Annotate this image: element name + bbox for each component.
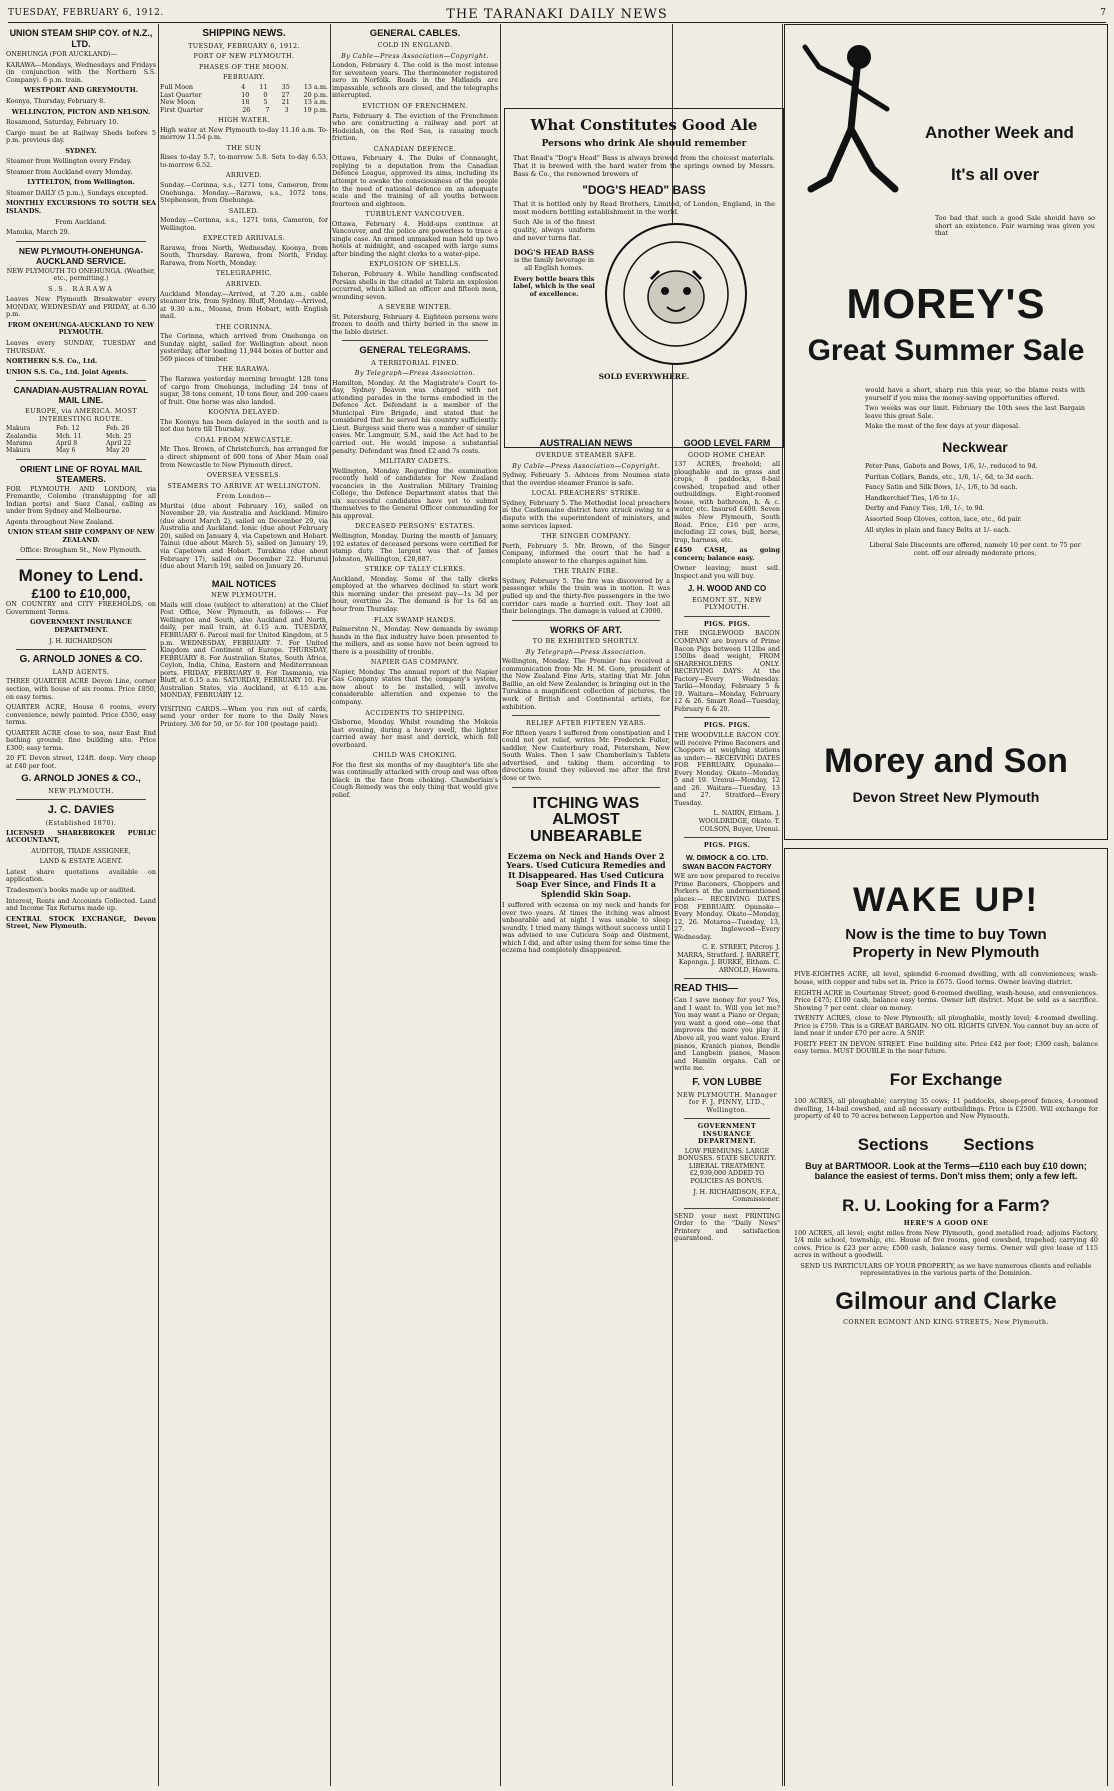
property-listing: THREE QUARTER ACRE Devon Line, corner section, with house of six rooms. Price £850, on easy terms.	[6, 677, 156, 701]
divider	[342, 340, 488, 341]
general-cables-heading: GENERAL CABLES.	[369, 28, 461, 39]
cadets-heading: MILITARY CADETS.	[379, 457, 451, 466]
column-cables	[332, 24, 498, 1786]
coal-text: Mr. Thos. Brown, of Christchurch, has arranged for a direct shipment of 600 tons of Aber Main coal from Newcastle to New Plymouth direct.	[160, 445, 328, 469]
train-fire-text: Sydney, February 5. The fire was discovered by a passenger while the train was in motion. It was pulled up and the thirty-five passengers in the two corridor cars made a hurried exit. They lost all their belongings. The damage is valued at £3000.	[502, 576, 670, 616]
union-line: Cargo must be at Railway Sheds before 5 p.m. previous day.	[6, 128, 156, 145]
strike-heading: STRIKE OF TALLY CLERKS.	[364, 565, 466, 574]
union-line: MONTHLY EXCURSIONS TO SOUTH SEA ISLANDS.	[6, 199, 156, 215]
overseas-sub: STEAMERS TO ARRIVE AT WELLINGTON.	[167, 481, 321, 490]
ale-body-3: Such Ale is of the finest quality, always uniform and never turns flat.	[513, 218, 595, 242]
telegraphic-text: Auckland Monday.—Arrived, at 7.20 a.m., cable steamer Iris, from Sydney. Bluff, Monday.—Arrived, at 9.30 a.m., Moana, from Hobart, with English mail.	[160, 289, 328, 321]
read-this-heading: READ THIS—	[674, 983, 738, 995]
itching-sub: Eczema on Neck and Hands Over 2 Years. Used Cuticura Remedies and It Disappeared. Has Used Cuticura Soap Ever Since, and Finds It a Splendid Skin Soap.	[506, 850, 666, 899]
overseas-text: Muritai (due about February 16), sailed on November 28, via Australia and Auckland. Mimiro (due about March 2), sailed on December 29, via Australia and Auckland. Ionic (due about February 20), sailed on January 4, via Capetown and Hobart. Tainui (due about March 5), sailed on January 19, via Capetown and Hobart. Turakina (due about February 17), sailed on December 22. Hurunui (due about March 19), sailed on January 26.	[160, 501, 328, 571]
singer-heading: THE SINGER COMPANY.	[541, 532, 631, 541]
morey-body-2: Two weeks was our limit. February the 10th sees the last Bargain leave this great Sale.	[865, 404, 1085, 420]
morey-tagline-2: It's all over	[951, 165, 1040, 184]
union-list	[6, 51, 156, 236]
neckwear-item: Handkerchief Ties, 1/6 to 1/-.	[865, 493, 960, 502]
neckwear-item: Assorted Soap Gloves, cotton, lace, etc., 6d pair.	[865, 514, 1022, 523]
farm-question-sub: HERE'S A GOOD ONE	[903, 1218, 989, 1227]
table-cell: 26	[242, 105, 251, 114]
farm-agent: J. H. WOOD AND CO	[687, 584, 767, 594]
morey-address: Devon Street New Plymouth	[852, 789, 1040, 805]
table-cell: 11	[259, 82, 268, 91]
vancouver-text: Ottawa, February 4. Hold-ups continue at Vancouver, and the police are powerless to trace a single case. An armed unmasked man held up two hotels at midnight, and escaped with large sums after binding the night clerks to a water-pipe.	[332, 219, 498, 258]
arrived-heading: ARRIVED.	[225, 171, 263, 180]
money-line: GOVERNMENT INSURANCE DEPARTMENT.	[30, 618, 132, 634]
orient-line: Agents throughout New Zealand.	[6, 517, 114, 526]
davies-line: LICENSED SHAREBROKER PUBLIC ACCOUNTANT,	[6, 828, 156, 845]
byline: By Cable—Press Association—Copyright.	[341, 51, 489, 60]
woodville-bacon-text: THE WOODVILLE BACON COY. will receive Prime Baconers and Choppers at weighing stations as under:— RECEIVING DATES FOR FEBRUARY. Opunake—Every Monday. Okato—Monday, 5 and 19. Urenui—Monday, 12 and 26. Waitara—Tuesday, 13 and 27. Stratford—Every Tuesday.	[674, 731, 780, 807]
table-cell: 20 p.m.	[303, 90, 328, 99]
column-shipping-ads	[6, 24, 156, 1786]
davies-line: Interest, Rents and Accounts Collected. Land and Income Tax Returns made up.	[6, 896, 156, 913]
masthead	[8, 6, 1106, 23]
orient-line: Office: Brougham St., New Plymouth.	[20, 546, 142, 555]
ale-body: That Read's "Dog's Head" Bass is always brewed from the choicest materials. That it is brewed with the hard water from the springs owned by Messrs. Bass & Co., the renowned brewers of	[513, 154, 775, 178]
divider	[16, 649, 146, 650]
eviction-heading: EVICTION OF FRENCHMEN.	[362, 102, 468, 111]
defence-text: Ottawa, February 4. The Duke of Connaught, replying to a deputation from the Canadian Defence League, approved its aims, including its attempt to awake the consciousness of the people to the need of national defence on an adequate scale and the training of all youths between fourteen and eighteen.	[332, 154, 498, 208]
itching-text: I suffered with eczema on my neck and hands for over two years. At times the itching was almost unbearable and at night I was unable to sleep soundly. I tried many things without success until I was advised to use Cuticura Soap and Ointment, which I did, and after using them for some time the eczema had completely disappeared.	[502, 901, 670, 955]
train-fire-heading: THE TRAIN FIRE.	[553, 567, 619, 576]
coal-heading: COAL FROM NEWCASTLE.	[195, 435, 293, 444]
table-cell: 13 a.m.	[303, 98, 328, 107]
union-line: From Auckland.	[55, 217, 107, 226]
farm-text: 137 ACRES, freehold; all ploughable and in grass and crops, 8 paddocks, 8-bail cowshed, trapehed and other outbuildings. Eight-roomed house, with bathroom, h. & c. water, etc. Insured £400. Seven miles New Plymouth, South Road. Price, £16 per acre, including 22 cows, bull, horse, trap, harness, etc.	[674, 460, 780, 544]
table-cell: Feb. 26	[106, 425, 130, 433]
table-cell: 5	[263, 98, 268, 107]
printing-notice: SEND your next PRINTING Order to the "Daily News" Printery and satisfaction guaranteed.	[674, 1211, 780, 1243]
shipping-news-heading: SHIPPING NEWS.	[202, 28, 286, 39]
neckwear-item: Fancy Satin and Silk Bows, 1/-, 1/6, to 3d each.	[865, 483, 1018, 492]
fined-text: Hamilton, Monday. At the Magistrate's Court to-day, Sydney Beaven was charged with not attending parades in the terms embodied in the Defence Act. Defendant is a member of the Municipal Fire Brigade, and stated that he considered that he served his country sufficiently. Lieut. Burgess said there was a number of similar cases. Mr. Langmuir, S.M., said the Act had to be carried out. He would impose a substantial penalty. Defendant was fined £2 and 7s costs.	[332, 378, 498, 455]
column-rule	[500, 24, 501, 1786]
davies-line: CENTRAL STOCK EXCHANGE, Devon Street, New Plymouth.	[6, 914, 156, 931]
union-line: KARAWA—Mondays, Wednesdays and Fridays (in conjunction with the Northern S.S. Company). 6 p.m. train.	[6, 60, 156, 84]
divider	[512, 715, 660, 716]
orient-line: FOR PLYMOUTH AND LONDON, via Fremantle, Colombo (transhipping for all Indian ports) and Suez Canal, calling as under from Sydney and Melbourne.	[6, 484, 156, 516]
union-company-heading: UNION STEAM SHIP COY. of N.Z., LTD.	[9, 28, 153, 49]
table-cell: 4	[241, 82, 246, 91]
divider	[684, 837, 770, 838]
property-listing: 20 FT. Devon street, 124ft. deep. Very cheap at £40 per foot.	[6, 754, 156, 770]
union-line: Manuka, March 29.	[6, 228, 70, 237]
farm-tail: Owner leaving; must sell. Inspect and you will buy.	[674, 564, 780, 580]
byline: By Telegraph—Press Association.	[354, 369, 476, 378]
table-cell: 35	[281, 82, 290, 91]
newspaper-title: THE TARANAKI DAILY NEWS	[446, 7, 668, 22]
property-listing: QUARTER ACRE close to sea, near East End bathing ground; fine building site. Price £300; easy terms.	[6, 728, 156, 752]
davies-line: Latest share quotations available on application.	[6, 867, 156, 884]
divider	[684, 717, 770, 718]
union-line: Koonya, Thursday, February 8.	[6, 96, 106, 105]
send-particulars: SEND US PARTICULARS OF YOUR PROPERTY, as we have numerous clients and reliable representatives in the various parts of the Dominion.	[800, 1261, 1092, 1278]
winter-heading: A SEVERE WINTER.	[378, 303, 452, 312]
byline: By Telegraph—Press Association.	[525, 647, 647, 656]
woodville-agents: L. NAIRN, Eltham. J. WOOLDRIDGE, Okato. T. COLSON, Buyer, Urenui.	[698, 809, 780, 833]
davies-line: Tradesmen's books made up or audited.	[6, 886, 136, 894]
itching-heading: ITCHING WAS ALMOST UNBEARABLE	[530, 794, 642, 846]
read-this-text: Can I save money for you? Yes, and I want to. Will you let me? You may want a Piano or Organ; you want a good one—one that improves the more you play it. Above all, you want value. Erard pianos, Kranich pianos, Bendle and Langbein pianos, Mason and Hamlin organs. Call or write me.	[674, 996, 780, 1073]
works-of-art-heading: WORKS OF ART.	[550, 624, 622, 635]
union-line: WESTPORT AND GREYMOUTH.	[24, 86, 138, 95]
phases-heading: PHASES OF THE MOON.	[198, 62, 289, 71]
column-rule	[158, 24, 159, 1786]
union-line: Steamer DAILY (5 p.m.), Sundays excepted.	[6, 188, 148, 197]
mail-notices-heading: MAIL NOTICES	[211, 578, 277, 589]
dogs-head-bass-advert	[504, 108, 784, 448]
neckwear-item: All styles in plain and fancy Belts at 1/- each.	[865, 525, 1011, 534]
sun-text: Rises to-day 5.7, to-morrow 5.8. Sets to-day 6.53, to-morrow 6.52.	[160, 153, 328, 169]
union-line: Steamer from Wellington every Friday.	[6, 157, 132, 166]
estates-text: Wellington, Monday. During the month of January, 192 estates of deceased persons were certified for stamp duty. The largest was that of James Johnston, Wellington, £28,887.	[332, 532, 498, 563]
high-water-heading: HIGH WATER.	[218, 116, 270, 125]
money-line: ON COUNTRY and CITY FREEHOLDS, on Government Terms.	[6, 600, 156, 616]
column-large-adverts	[784, 24, 1108, 1786]
nz-line: NEW PLYMOUTH TO ONEHUNGA. (Weather, etc., permitting.)	[6, 266, 156, 283]
table-cell: Zealandia	[6, 432, 37, 440]
morey-body-3: Make the most of the few days at your disposal.	[865, 422, 1021, 431]
neckwear-item: Peter Pans, Gabots and Bows, 1/6, 1/-, reduced to 9d.	[865, 462, 1038, 471]
morey-discount: Liberal Sale Discounts are offered, namely 10 per cent. to 75 per cent. off our already moderate prices,	[869, 541, 1081, 557]
running-man-icon	[799, 39, 909, 229]
table-cell: 10	[241, 90, 250, 99]
fined-heading: A TERRITORIAL FINED.	[371, 358, 459, 367]
canadian-heading: CANADIAN-AUSTRALIAN ROYAL MAIL LINE.	[13, 385, 149, 406]
divider	[16, 241, 146, 242]
strike-text: Auckland, Monday. Some of the tally clerks employed at the wharves declined to start work this morning under the present pay—1s 3d per hour, overtime 2s. The demand is for 1s 6d an hour from Thursday.	[332, 574, 498, 613]
shipping-date: TUESDAY, FEBRUARY 6, 1912.	[188, 41, 300, 50]
money-line: J. H. RICHARDSON	[49, 636, 113, 645]
sun-heading: THE SUN	[226, 143, 262, 152]
dogs-head-seal-icon	[601, 219, 751, 369]
cadets-text: Wellington, Monday. Regarding the examination recently held of candidates for New Zealand vacancies in the Australian Military Training College, the Defence Department states that the six successful candidates have yet to submit themselves to the General Officer commanding for his approval.	[332, 466, 498, 520]
sailed-heading: SAILED.	[228, 206, 260, 215]
insurance-agent: J. H. RICHARDSON, F.F.A., Commissioner.	[693, 1187, 780, 1204]
divider	[512, 787, 660, 788]
farm-cash: £450 CASH, as going concern; balance easy.	[674, 546, 780, 562]
eviction-text: Paris, February 4. The eviction of the Frenchmen who are constructing a railway and port at Hodeidah, on the Red Sea, is causing much friction.	[332, 111, 498, 143]
divider	[684, 978, 770, 979]
works-of-art-text: Wellington, Monday. The Premier has received a communication from Mr. H. M. Gore, president of the New Zealand Fine Arts, stating that Mr. John Baillie, an old New Zealander, is bringing out in the Turakina a magnificent collection of pictures, the work of British and Continental artists, for exhibition.	[502, 657, 670, 711]
wake-up-sub-1: Now is the time to buy Town	[845, 926, 1047, 944]
table-cell: Mch. 11	[56, 432, 82, 440]
column-shipping-news	[160, 24, 328, 1786]
davies-line: LAND & ESTATE AGENT.	[39, 857, 123, 866]
table-cell: 7	[265, 105, 270, 114]
gilmour-clarke-address: CORNER EGMONT AND KING STREETS, New Plymouth.	[843, 1318, 1049, 1327]
koonya-text: The Koonya has been delayed in the south and is not due here till Thursday.	[160, 417, 328, 434]
table-cell: Makura	[6, 447, 31, 455]
morey-body: would have a short, sharp run this year, so the blame rests with yourself if you miss the money-saving opportunities offered.	[865, 386, 1085, 402]
arnold-jones-heading: G. ARNOLD JONES & CO.	[19, 654, 143, 666]
table-cell: April 22	[106, 439, 132, 447]
table-cell: Full Moon	[160, 82, 194, 91]
arnold-jones-place: NEW PLYMOUTH.	[48, 786, 114, 795]
arnold-jones-sub: LAND AGENTS.	[52, 667, 110, 676]
cold-text: London, February 4. The cold is the most intense for seventeen years. The thermometer registered zero in Norfolk. Roads in the Midlands are impassable, schools are closed, and the telegraphs interrupted.	[332, 61, 498, 100]
ale-label-foot: Every bottle bears this label, which is the seal of excellence.	[513, 274, 595, 298]
overseas-heading: OVERSEA VESSELS.	[206, 471, 282, 480]
cold-heading: COLD IN ENGLAND.	[377, 41, 453, 50]
general-telegrams-heading: GENERAL TELEGRAMS.	[359, 345, 471, 357]
ale-label-sub: is the family beverage in all English homes.	[513, 256, 594, 272]
divider	[684, 616, 770, 617]
safe-heading: OVERDUE STEAMER SAFE.	[535, 451, 637, 460]
table-cell: First Quarter	[160, 105, 204, 114]
union-line: Steamer from Auckland every Monday.	[6, 167, 133, 176]
vancouver-heading: TURBULENT VANCOUVER.	[365, 210, 465, 219]
phases-month: FEBRUARY.	[222, 73, 266, 82]
telegraphic-sub: ARRIVED.	[225, 280, 263, 289]
wake-up-heading: WAKE UP!	[853, 881, 1039, 919]
table-row	[160, 107, 328, 115]
exchange-heading: For Exchange	[889, 1069, 1003, 1089]
gilmour-clarke-name: Gilmour and Clarke	[835, 1287, 1057, 1315]
preachers-text: Sydney, February 5. The Methodist local preachers in the Castlemaine district have struck owing to a dispute with the superintendent of ministers, and some services lapsed.	[502, 498, 670, 530]
preachers-heading: LOCAL PREACHERS' STRIKE.	[531, 489, 641, 498]
nz-line: Leaves New Plymouth Breakwater every MONDAY, WEDNESDAY and FRIDAY, at 6.30 p.m.	[6, 295, 156, 319]
insurance-heading: GOVERNMENT INSURANCE DEPARTMENT.	[697, 1122, 757, 1146]
issue-date: TUESDAY, FEBRUARY 6, 1912.	[8, 8, 164, 18]
rarawa-text: The Rarawa yesterday morning brought 128 tons of cargo from Onehunga, including 24 tons of sugar, 38 tons cement, 10 tons flour, and 200 cases of fruit. One horse was also landed.	[160, 375, 328, 406]
accidents-heading: ACCIDENTS TO SHIPPING.	[365, 708, 465, 717]
nz-service-heading: NEW PLYMOUTH-ONEHUNGA-AUCKLAND SERVICE.	[18, 245, 144, 266]
sailed-text: Monday.—Corinna, s.s., 1271 tons, Cameron, for Wellington.	[160, 216, 328, 232]
nz-line: NORTHERN S.S. Co., Ltd.	[6, 357, 98, 366]
neckwear-item: Derby and Fancy Ties, 1/6, 1/-, to 9d.	[865, 504, 985, 513]
expected-text: Rarawa, from North, Wednesday. Koonya, from South, Thursday. Rarawa, from North, Friday. Rarawa, from North, Monday.	[160, 243, 328, 267]
table-cell: New Moon	[160, 98, 196, 107]
morey-sale-title: Great Summer Sale	[807, 334, 1085, 367]
table-cell: 13 a.m.	[303, 82, 328, 91]
orient-heading: ORIENT LINE OF ROYAL MAIL STEAMERS.	[19, 463, 143, 484]
moon-phases-table	[160, 84, 328, 114]
table-cell: 19 p.m.	[303, 105, 328, 114]
divider	[512, 620, 660, 621]
orient-line: UNION STEAM SHIP COMPANY OF NEW ZEALAND.	[7, 528, 155, 544]
money-amount: £100 to £10,000,	[31, 586, 131, 602]
farm-sub: GOOD HOME CHEAP.	[688, 450, 766, 459]
table-row	[6, 440, 156, 447]
inglewood-bacon-text: THE INGLEWOOD BACON COMPANY are buyers of Prime Bacon Pigs between 112lbs and 150lbs dead weight, FROM SHAREHOLDERS ONLY. RECEIVING DAYS: At the Factory—Every Wednesday. Tariki—Monday, February 5 & 19. Waitara—Monday, February 12 & 26. Smart Road—Tuesday, February 6 & 20.	[674, 629, 780, 713]
davies-established: (Established 1870).	[45, 819, 117, 828]
column-australian-news	[502, 434, 670, 1786]
table-cell: May 20	[106, 447, 130, 455]
neckwear-heading: Neckwear	[942, 438, 1008, 455]
overseas-from: From London—	[216, 492, 272, 501]
union-line: ONEHUNGA (FOR AUCKLAND)—	[6, 50, 117, 59]
column-rule	[330, 24, 331, 1786]
shells-heading: EXPLOSION OF SHELLS.	[369, 260, 461, 269]
morey-firm-name: Morey and Son	[824, 742, 1068, 780]
table-cell: 3	[284, 105, 289, 114]
property-listing: FORTY FEET IN DEVON STREET. Fine building site. Price £42 per foot; £300 cash, balance easy terms. MUST DOUBLE in the near future.	[794, 1039, 1098, 1056]
flax-text: Palmerston N., Monday. New demands by swamp hands in the flax industry have been presented to the millers, and as some have not been agreed to there is a possibility of trouble.	[332, 625, 498, 656]
divider	[16, 799, 146, 800]
divider	[684, 1118, 770, 1119]
nz-line: FROM ONEHUNGA-AUCKLAND TO NEW PLYMOUTH.	[7, 320, 155, 337]
ale-label-head: DOG'S HEAD BASS	[513, 247, 595, 257]
davies-heading: J. C. DAVIES	[47, 804, 115, 817]
table-cell: 18	[241, 98, 250, 107]
visiting-cards: VISITING CARDS.—When you run out of cards, send your order for more to the Daily News Printery. 3/6 for 50, or 5/- for 100 (postage paid).	[160, 704, 328, 728]
table-cell: 21	[281, 98, 290, 107]
mail-sub: NEW PLYMOUTH.	[211, 591, 277, 600]
table-row	[6, 447, 156, 454]
ale-title: What Constitutes Good Ale	[530, 116, 758, 134]
farm-heading: GOOD LEVEL FARM	[683, 438, 771, 448]
relief-text: For fifteen years I suffered from constipation and I could not get relief, writes Mr. Frederick Fuller, saddler, New Canterbury road, Petersham, New South Wales. Then I saw Chamberlain's Tablets advertised, and taking them according to directions found they relieved me after the first dose or two.	[502, 728, 670, 782]
neckwear-item: Puritan Collars, Bands, etc., 1/6, 1/-, 6d, to 3d each.	[865, 472, 1034, 481]
estates-heading: DECEASED PERSONS' ESTATES.	[354, 522, 476, 531]
gilmour-clarke-advert	[784, 848, 1108, 1786]
canadian-table	[6, 425, 156, 454]
choking-text: For the first six months of my daughter's life she was continually attacked with croup and was often black in the face from choking. Chamberlain's Cough Remedy was the only thing that would give relief.	[332, 760, 498, 799]
farm-question-heading: R. U. Looking for a Farm?	[842, 1195, 1050, 1215]
winter-text: St. Petersburg, February 4. Eighteen persons were frozen to death and thirty buried in the snow in the Iablo district.	[332, 312, 498, 336]
sections-heading: Sections Sections	[857, 1134, 1035, 1154]
table-row	[6, 425, 156, 432]
von-lubbe-sub: NEW PLYMOUTH. Manager for F. J. PINNY, LTD., Wellington.	[677, 1090, 777, 1114]
pigs-heading: PIGS. PIGS.	[703, 619, 751, 628]
morey-intro: Too bad that such a good Sale should have so short an existence. Fair warning was given you that	[935, 214, 1095, 238]
union-line: WELLINGTON, PICTON AND NELSON.	[11, 107, 151, 116]
union-line: SYDNEY.	[65, 146, 97, 155]
corinna-text: The Corinna, which arrived from Onehunga on Sunday night, sailed for Wellington about noon yesterday, after loading 11,944 boxes of butter and 569 pieces of timber.	[160, 332, 328, 363]
exchange-text: 100 ACRES, all ploughable; carrying 35 cows; 11 paddocks, sheep-proof fences, 4-roomed dwelling, 14-bail cowshed, and all necessary outbuildings. Price is £2500. Will exchange for property of 40 to 70 acres between Lepperton and New Plymouth.	[794, 1097, 1098, 1121]
koonya-heading: KOONYA DELAYED.	[208, 408, 280, 417]
choking-heading: CHILD WAS CHOKING.	[372, 751, 458, 760]
gas-heading: NAPIER GAS COMPANY.	[370, 658, 460, 667]
corinna-heading: THE CORINNA.	[215, 322, 273, 331]
union-line: Rosamond, Saturday, February 10.	[6, 118, 119, 127]
high-water-text: High water at New Plymouth to-day 11.16 a.m. To-morrow 11.54 p.m.	[160, 125, 328, 142]
divider	[16, 559, 146, 560]
nz-line: Leaves every SUNDAY, TUESDAY and THURSDAY.	[6, 339, 156, 355]
swan-bacon-text: WE are now prepared to receive Prime Baconers, Choppers and Porkers at the undermentioned places:— RECEIVING DATES FOR FEBRUARY. Opunake—Every Monday. Okato—Monday, 12, 26. Motaroa—Tuesday, 13, 27. Inglewood—Every Wednesday.	[674, 872, 780, 941]
property-listing: EIGHTH ACRE in Courtenay Street; good 6-roomed dwelling, wash-house, and conveniences. Price £475; £100 cash, balance easy terms. Owner left district. Must be sold as a sacrifice. Showing 7 per cent. clear on money.	[794, 988, 1098, 1012]
arnold-jones-footer: G. ARNOLD JONES & CO.,	[21, 773, 141, 785]
defence-heading: CANADIAN DEFENCE.	[373, 144, 457, 153]
nz-line: UNION S.S. Co., Ltd. Joint Agents.	[6, 367, 129, 376]
farm-address: EGMONT ST., NEW PLYMOUTH.	[691, 595, 763, 612]
table-cell: Mch. 25	[106, 432, 132, 440]
arrived-text: Sunday.—Corinna, s.s., 1271 tons, Cameron, from Onehunga. Monday.—Rarawa, s.s., 1072 tons, Stephenson, from Onehunga.	[160, 181, 328, 205]
page-number: 7	[1100, 8, 1106, 18]
ale-subtitle: Persons who drink Ale should remember	[541, 138, 747, 149]
ale-body-2: That it is bottled only by Read Brothers, Limited, of London, England, in the most modern bottling establishment in the world.	[513, 199, 775, 216]
morey-name: MOREY'S	[846, 280, 1046, 327]
table-cell: April 8	[56, 439, 78, 447]
canadian-subheading: EUROPE, via AMERICA. MOST INTERESTING ROUTE.	[25, 407, 137, 423]
port-heading: PORT OF NEW PLYMOUTH.	[193, 52, 295, 61]
swan-bacon-agents: C. E. STREET, Pitcroy. J. MARRA, Stratford. J. BARRETT, Kaponga. J. BURKE, Eltham. C. ARNOLD, Hawera.	[677, 943, 780, 974]
wake-up-sub-2: Property in New Plymouth	[852, 943, 1040, 961]
divider	[16, 380, 146, 381]
australian-news-heading: AUSTRALIAN NEWS	[539, 438, 633, 449]
accidents-text: Gisborne, Monday. Whilst rounding the Mokoia last evening, during a heavy swell, the lighter carried away her mast and derrick, which fell overboard.	[332, 718, 498, 749]
table-cell: May 6	[56, 447, 76, 455]
table-cell: Feb. 12	[56, 425, 80, 433]
safe-text: Sydney, February 5. Advices from Noumea state that the overdue steamer France is safe.	[502, 471, 670, 487]
ale-brand: "DOG'S HEAD" BASS	[582, 182, 706, 197]
relief-heading: RELIEF AFTER FIFTEEN YEARS.	[525, 719, 647, 728]
divider	[16, 459, 146, 460]
von-lubbe-heading: F. VON LUBBE	[692, 1076, 762, 1088]
divider	[684, 1208, 770, 1209]
table-cell: Marama	[6, 439, 33, 447]
sections-text: Buy at BARTMOOR. Look at the Terms—£110 each buy £10 down; balance the easiest of terms. Don't miss them; only a few left.	[805, 1160, 1087, 1182]
nz-line: S.S. RARAWA	[48, 284, 114, 293]
table-cell: Last Quarter	[160, 90, 202, 99]
byline: By Cable—Press Association—Copyright.	[512, 461, 660, 470]
gas-text: Napier, Monday. The annual report of the Napier Gas Company states that the company's system, now about to be installed, will involve considerable alteration and expense to the company.	[332, 667, 498, 706]
flax-heading: FLAX SWAMP HANDS.	[374, 615, 456, 624]
property-listing: TWENTY ACRES, close to New Plymouth; all ploughable, mostly level; 4-roomed dwelling. Price is £750. This is a GREAT BARGAIN. NO OIL RIGHTS GIVEN. You cannot buy an acre of land near it under £70 per acre. A SNIP.	[794, 1014, 1098, 1038]
pigs-heading: PIGS. PIGS.	[703, 841, 751, 850]
table-cell: 27	[281, 90, 290, 99]
union-line: LYTTELTON, from Wellington.	[27, 178, 135, 187]
ale-sold: SOLD EVERYWHERE.	[598, 372, 690, 382]
insurance-text: LOW PREMIUMS. LARGE BONUSES. STATE SECURITY. LIBERAL TREATMENT. £2,939,000 ADDED TO POLICIES AS BONUS.	[677, 1146, 777, 1185]
farm-listing: 100 ACRES, all level; eight miles from New Plymouth, good metalled road; adjoins Factory, 1/4 mile school, township, etc. House of five rooms, good cowshed, trapehed; carrying 40 cows. Price is £23 per acre; £500 cash, balance easy terms. Owner will give lease of 115 acres in without a goodwill.	[794, 1228, 1098, 1260]
table-cell: Makura	[6, 425, 31, 433]
pigs-heading: PIGS. PIGS.	[703, 721, 751, 730]
mail-text: Mails will close (subject to alteration) at the Chief Post Office, New Plymouth, as follows:— For Wellington and South, also Auckland and North, daily, per mail train, at 6.15 a.m. TUESDAY, FEBRUARY 6. Parcel mail for United Kingdom, at 5 p.m. WEDNESDAY, FEBRUARY 7. For United Kingdom and Continent of Europe. THURSDAY, FEBRUARY 8. For Australian States, South Africa, Ceylon, India, China, Eastern and Mediterranean ports. FRIDAY, FEBRUARY 9. For Tasmania, via Bluff, at 6.15 a.m. SATURDAY, FEBRUARY 10. For Australian States, via Auckland, at 6.15 a.m. MONDAY, FEBRUARY 12.	[160, 600, 328, 700]
morey-tagline-1: Another Week and	[925, 123, 1074, 142]
shells-text: Teheran, February 4. While handling confiscated Persian shells in the citadel at Tabriz an explosion occurred, which killed an officer and fifteen men, wounding seven.	[332, 269, 498, 301]
telegraphic-heading: TELEGRAPHIC.	[215, 269, 273, 278]
davies-line: AUDITOR, TRADE ASSIGNEE,	[31, 846, 131, 855]
rarawa-heading: THE RARAWA.	[217, 365, 271, 374]
column-farm-ads	[674, 434, 780, 1786]
works-of-art-sub: TO BE EXHIBITED SHORTLY.	[532, 637, 640, 646]
property-listing: QUARTER ACRE, House 6 rooms, every convenience, newly painted. Price £550, easy terms.	[6, 703, 156, 727]
property-listing: FIVE-EIGHTHS ACRE, all level, splendid 6-roomed dwelling, with all conveniences; wash-house, with copper and tubs set in. Price is £675. Good terms. Owner leaving district.	[794, 970, 1098, 987]
morey-sale-advert	[784, 24, 1108, 840]
table-cell: 0	[263, 90, 268, 99]
expected-heading: EXPECTED ARRIVALS.	[202, 234, 286, 243]
money-to-lend-title: Money to Lend.	[18, 565, 144, 585]
singer-text: Perth, February 5. Mr. Brown, of the Singer Company, informed the court that he had a complete answer to the charges against him.	[502, 541, 670, 565]
swan-bacon-firm: W. DIMOCK & CO. LTD. SWAN BACON FACTORY	[682, 852, 772, 871]
table-row	[6, 433, 156, 440]
